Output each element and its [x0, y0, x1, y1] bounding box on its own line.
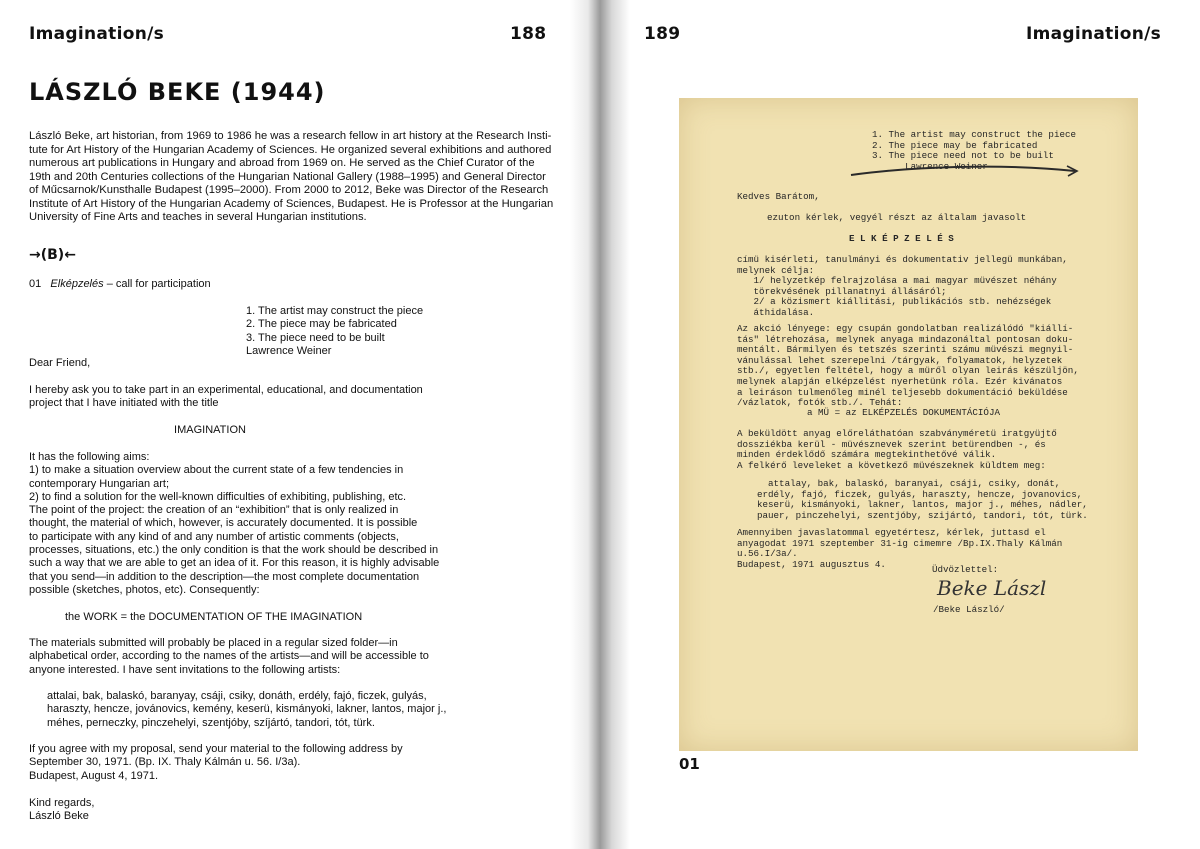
intro-line: I hereby ask you to take part in an experimental, educational, and documentation: [29, 384, 423, 396]
bio-line: 19th and 20th Centuries collections of the Hungarian National Gallery (1988–1995) and General Director: [29, 170, 546, 183]
aims-line: The point of the project: the creation of an “exhibition” that is only realized in: [29, 504, 399, 517]
bio-line: tute for Art History of the Hungarian Academy of Sciences. He organized several exhibitions and authored: [29, 143, 552, 156]
quote-line: 2. The piece may be fabricated: [246, 318, 397, 331]
artists-line: haraszty, hencze, jovánovics, kemény, keserü, kismányoki, lakner, lantos, major j.,: [47, 703, 447, 716]
quote-line: Lawrence Weiner: [246, 344, 332, 357]
bio-line: numerous art publications in Hungary and abroad from 1969 on. He served as the Chief Curator of the: [29, 157, 535, 169]
handwritten-signature: Beke Lászl: [937, 576, 1047, 600]
closing-line: Budapest, August 4, 1971.: [29, 769, 159, 782]
item-subtitle: – call for participation: [106, 278, 211, 290]
project-title: IMAGINATION: [174, 424, 246, 436]
aims-line: thought, the material of which, however, is accurately documented. It is possible: [29, 517, 418, 530]
closing-line: If you agree with my proposal, send your material to the following address by: [29, 743, 403, 755]
bio-line: of Műcsarnok/Kunsthalle Budapest (1995–2000). From 2000 to 2012, Beke was Director of the Research: [29, 184, 549, 196]
work-equation: the WORK = the DOCUMENTATION OF THE IMAGINATION: [65, 611, 363, 623]
aims-line: to participate with any kind of and any number of artistic comments (objects,: [29, 530, 399, 543]
letter-greeting: Kedves Barátom,: [737, 191, 820, 202]
closing-line: September 30, 1971. (Bp. IX. Thaly Kálmán u. 56. I/3a).: [29, 756, 301, 769]
quote-line: 1. The artist may construct the piece: [246, 305, 424, 317]
letter-formula: a MÜ = az ELKÉPZELÉS DOKUMENTÁCIÓJA: [807, 407, 1000, 418]
letter-closing: Amennyiben javaslatommal egyetértesz, kérlek, juttasd el anyagodat 1971 szeptember 31-ig cimemre /Bp.IX.Thaly Kálmán u.56.I/3a/. Budapest, 1971 augusztus 4.: [737, 527, 1063, 570]
materials-line: alphabetical order, according to the names of the artists—and will be accessible to: [29, 650, 429, 663]
underline-stroke: [849, 161, 1079, 181]
intro-line: project that I have initiated with the title: [29, 397, 219, 410]
figure-caption: 01: [679, 755, 700, 773]
section-mark: →(B)←: [29, 247, 76, 263]
page-number-right: 189: [644, 24, 681, 44]
item-label: [29, 278, 211, 290]
biography: [29, 130, 555, 225]
materials-line: anyone interested. I have sent invitations to the following artists:: [29, 663, 341, 676]
letter-quote: 1. The artist may construct the piece 2. The piece may be fabricated 3. The piece need not to be built Lawrence Weiner: [872, 129, 1076, 172]
letter-artists: attalay, bak, balaskó, baranyai, csáji, csiky, donát, erdély, fajó, ficzek, gulyás, haraszty, hencze, jovanovics, keserü, kismányoki, lakner, lantos, major j., méhes, nádler, pauer, pinczehelyi, szentjóby, szijártó, tandori, tót, türk.: [757, 478, 1088, 521]
letter-regards: Üdvözlettel:: [932, 564, 999, 575]
intro-paragraph: [29, 384, 449, 411]
signoff-line: Kind regards,: [29, 797, 95, 809]
signoff: [29, 797, 449, 824]
materials-line: The materials submitted will probably be placed in a regular sized folder—in: [29, 637, 398, 649]
running-head-right: Imagination/s: [1026, 24, 1162, 44]
closing-paragraph: [29, 743, 449, 783]
aims-paragraph: [29, 451, 449, 597]
quote-line: 3. The piece need to be built: [246, 331, 385, 344]
right-page: [600, 0, 1200, 849]
aims-line: that you send—in addition to the description—the most complete documentation: [29, 570, 420, 583]
typewritten-letter-scan: [679, 98, 1138, 751]
letter-typed-name: /Beke László/: [933, 604, 1005, 615]
bio-line: László Beke, art historian, from 1969 to 1986 he was a research fellow in art history at the Research Insti-: [29, 130, 552, 142]
weiner-quote: [246, 305, 423, 358]
page-number-left: 188: [510, 24, 547, 44]
article-headline: LÁSZLÓ BEKE (1944): [29, 78, 326, 106]
bio-line: Institute of Art History of the Hungarian Academy of Sciences, Budapest. He is Professor at the Hungarian: [29, 197, 554, 210]
running-head-left: Imagination/s: [29, 24, 165, 44]
artists-line: attalai, bak, balaskó, baranyay, csáji, csiky, donáth, erdély, fajó, ficzek, gulyás,: [47, 690, 427, 702]
aims-line: 2) to find a solution for the well-known difficulties of exhibiting, publishing, etc.: [29, 490, 407, 503]
letter-ask: ezuton kérlek, vegyél részt az általam javasolt: [767, 212, 1027, 223]
letter-aims: címü kisérleti, tanulmányi és dokumentativ jellegü munkában, melynek célja: 1/ helyzetkép felrajzolása a mai magyar müvészet néhány törekvésének pillanatnyi állásáról; 2/ a közismert kiállitási, publikációs stb. nehézségek áthidalása.: [737, 254, 1068, 318]
bio-line: University of Fine Arts and teaches in several Hungarian institutions.: [29, 211, 367, 223]
aims-line: possible (sketches, photos, etc). Consequently:: [29, 583, 260, 596]
item-number: 01: [29, 278, 42, 290]
aims-line: such a way that we are able to get an idea of it. For this reason, it is highly advisable: [29, 557, 440, 570]
item-title: Elképzelés: [50, 278, 104, 290]
salutation: Dear Friend,: [29, 357, 91, 369]
letter-title: E L K É P Z E L É S: [849, 233, 954, 244]
book-gutter: [570, 0, 630, 849]
aims-line: It has the following aims:: [29, 451, 150, 463]
letter-essence: Az akció lényege: egy csupán gondolatban realizálódó "kiállí- tás" létrehozása, melynek anyaga mindazonáltal pontosan doku- mentált. Bármilyen és tetszés szerinti számu müvészi megnyil- vánulással lehet szerepelni /tárgyak, folyamatok, helyzetek stb./, egyetlen feltétel, hogy a müről olyan leirás készüljön, melynek alapján elképzelést nyerhetünk róla. Ezér kivánatos a leiráson tulmenőleg minél teljesebb dokumentáció beküldése /vázlatok, fotók stb./. Tehát:: [737, 323, 1079, 409]
artists-line: méhes, perneczky, pinczehelyi, szentjóby, szíjártó, tandori, tót, türk.: [47, 716, 375, 729]
materials-paragraph: [29, 637, 449, 677]
artists-list: [47, 690, 467, 730]
signoff-line: László Beke: [29, 810, 89, 823]
aims-line: processes, situations, etc.) the only condition is that the work should be described in: [29, 544, 439, 557]
left-page: [0, 0, 584, 849]
letter-folder: A beküldött anyag előreláthatóan szabványméretü iratgyüjtő dossziékba kerül - müvésznevek szerint betürendben -, és minden érdeklődő számára megtekinthetővé válik. A felkérő leveleket a következő müvészeknek küldtem meg:: [737, 428, 1057, 471]
aims-line: contemporary Hungarian art;: [29, 477, 170, 490]
aims-line: 1) to make a situation overview about the current state of a few tendencies in: [29, 464, 404, 477]
